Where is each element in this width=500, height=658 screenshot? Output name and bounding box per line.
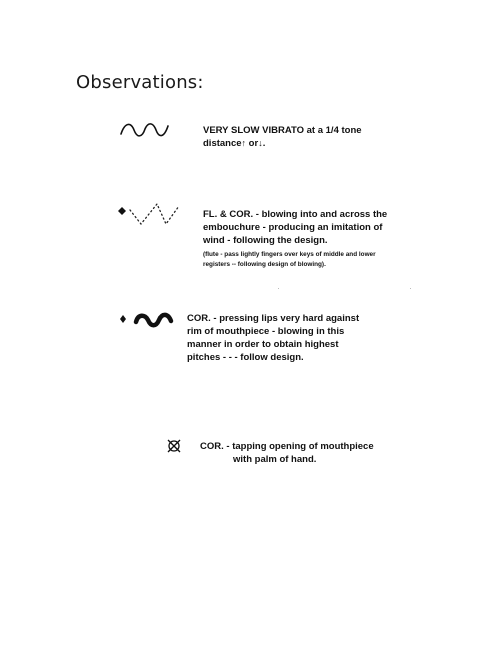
vibrato-line-2 bbox=[203, 137, 362, 150]
flute-note-line: registers -- following design of blowing). bbox=[203, 261, 326, 268]
slow-wave-icon bbox=[120, 120, 170, 140]
crossed-circle-icon bbox=[166, 438, 182, 454]
pressing-line: COR. - pressing lips very hard against bbox=[187, 313, 360, 324]
flute-note bbox=[203, 250, 376, 270]
tapping-description bbox=[200, 440, 374, 466]
blowing-line: wind - following the design. bbox=[203, 235, 328, 246]
arrow-up-icon: ↑ bbox=[241, 138, 247, 148]
tapping-line: COR. - tapping opening of mouthpiece bbox=[200, 441, 374, 452]
page-title: Observations: bbox=[76, 72, 204, 93]
blowing-line: embouchure - producing an imitation of bbox=[203, 222, 383, 233]
blowing-description bbox=[203, 208, 387, 247]
pressing-line: rim of mouthpiece - blowing in this bbox=[187, 326, 345, 337]
pressing-line: pitches - - - follow design. bbox=[187, 352, 304, 363]
scan-speck bbox=[410, 288, 411, 289]
dotted-zigzag-icon bbox=[117, 200, 183, 228]
thick-wave-icon bbox=[118, 310, 178, 334]
pressing-description bbox=[187, 312, 359, 364]
scan-speck bbox=[278, 288, 279, 289]
blowing-line: FL. & COR. - blowing into and across the bbox=[203, 209, 388, 220]
vibrato-period-text: . bbox=[262, 138, 266, 149]
pressing-line: manner in order to obtain highest bbox=[187, 339, 339, 350]
vibrato-line-1: VERY SLOW VIBRATO at a 1/4 tone bbox=[203, 125, 362, 136]
vibrato-or-text: or bbox=[246, 138, 259, 149]
vibrato-distance-text: distance bbox=[203, 138, 242, 149]
flute-note-line: (flute - pass lightly fingers over keys of middle and lower bbox=[203, 251, 376, 258]
tapping-line: with palm of hand. bbox=[233, 454, 317, 465]
vibrato-description bbox=[203, 124, 362, 150]
arrow-down-icon: ↓ bbox=[258, 138, 263, 148]
